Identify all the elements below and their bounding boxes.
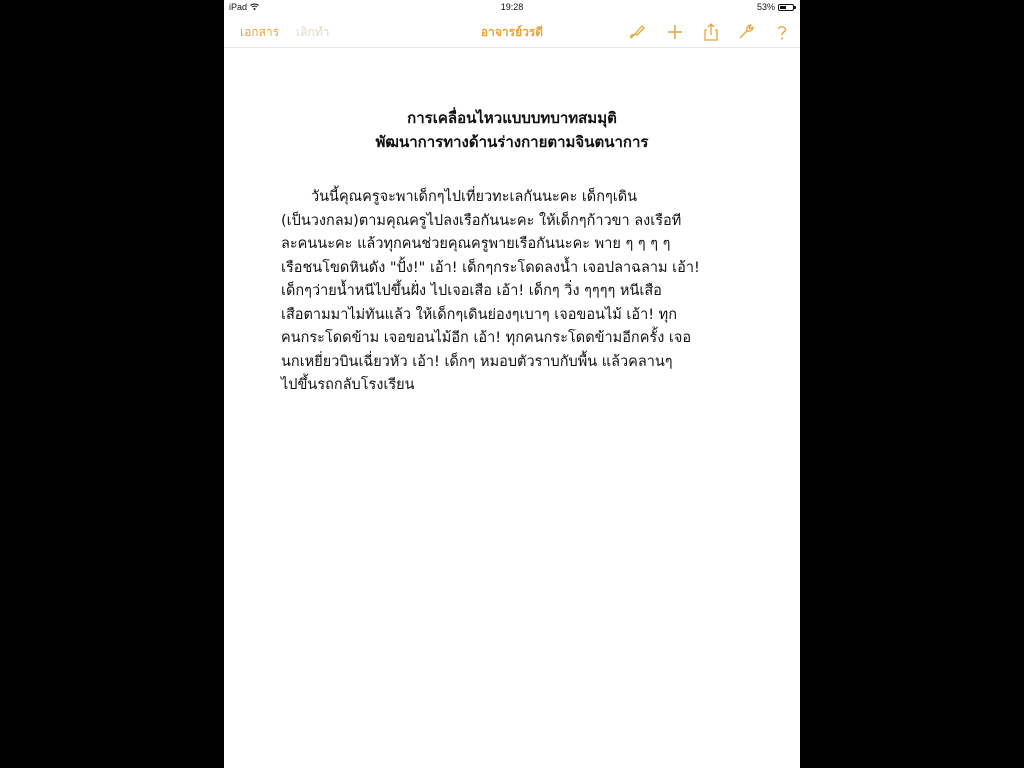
documents-button[interactable]: เอกสาร: [240, 25, 280, 39]
status-right: [757, 2, 794, 12]
paragraph-line: เด็กๆว่ายน้ำหนีไปขึ้นฝั่ง ไปเจอเสือ เอ้า! เด็กๆ วิ่ง ๆๆๆๆ หนีเสือ: [281, 283, 662, 299]
battery-percent: 53%: [756, 2, 775, 12]
paragraph-line: เรือชนโขดหินดัง "ปั้ง!" เอ้า! เด็กๆกระโดดลงน้ำ เจอปลาฉลาม เอ้า!: [281, 259, 700, 276]
document-page[interactable]: [224, 48, 800, 768]
paragraph-line: คนกระโดดข้าม เจอขอนไม้อีก เอ้า! ทุกคนกระโดดข้ามอีกครั้ง เจอ: [281, 330, 692, 346]
paragraph-line: ไปขึ้นรถกลับโรงเรียน: [281, 377, 415, 393]
plus-icon[interactable]: [665, 22, 685, 42]
battery-fill: [780, 6, 786, 9]
paragraph-line: (เป็นวงกลม)ตามคุณครูไปลงเรือกันนะคะ ให้เด็กๆก้าวขา ลงเรือที: [281, 212, 682, 229]
paintbrush-icon[interactable]: [627, 22, 647, 42]
paragraph-line: ละคนนะคะ แล้วทุกคนช่วยคุณครูพายเรือกันนะคะ พาย ๆ ๆ ๆ ๆ: [281, 236, 671, 252]
undo-button[interactable]: เลิกทำ: [296, 25, 330, 39]
document-heading-line-1: การเคลื่อนไหวแบบบทบาทสมมุติ: [407, 109, 617, 127]
document-heading-line-2: พัฒนาการทางด้านร่างกายตามจินตนาการ: [375, 133, 649, 151]
share-icon[interactable]: [701, 22, 721, 42]
paragraph-line: เสือตามมาไม่ทันแล้ว ให้เด็กๆเดินย่องๆเบาๆ เจอขอนไม้ เอ้า! ทุก: [281, 306, 677, 323]
wrench-icon[interactable]: [736, 22, 756, 42]
document-paragraph: [281, 186, 751, 398]
status-bar: [224, 0, 800, 16]
status-time: 19:28: [500, 2, 524, 12]
toolbar: [224, 16, 800, 48]
pages-app-window: [224, 0, 800, 768]
battery-icon: [778, 4, 794, 11]
device-label: iPad: [229, 2, 248, 12]
paragraph-line: นกเหยี่ยวบินเฉี่ยวหัว เอ้า! เด็กๆ หมอบตัวราบกับพื้น แล้วคลานๆ: [281, 353, 673, 370]
document-title: อาจารย์วรดี: [480, 25, 544, 39]
paragraph-line: วันนี้คุณครูจะพาเด็กๆไปเที่ยวทะเลกันนะคะ เด็กๆเดิน: [311, 189, 638, 205]
help-icon[interactable]: [772, 22, 792, 42]
